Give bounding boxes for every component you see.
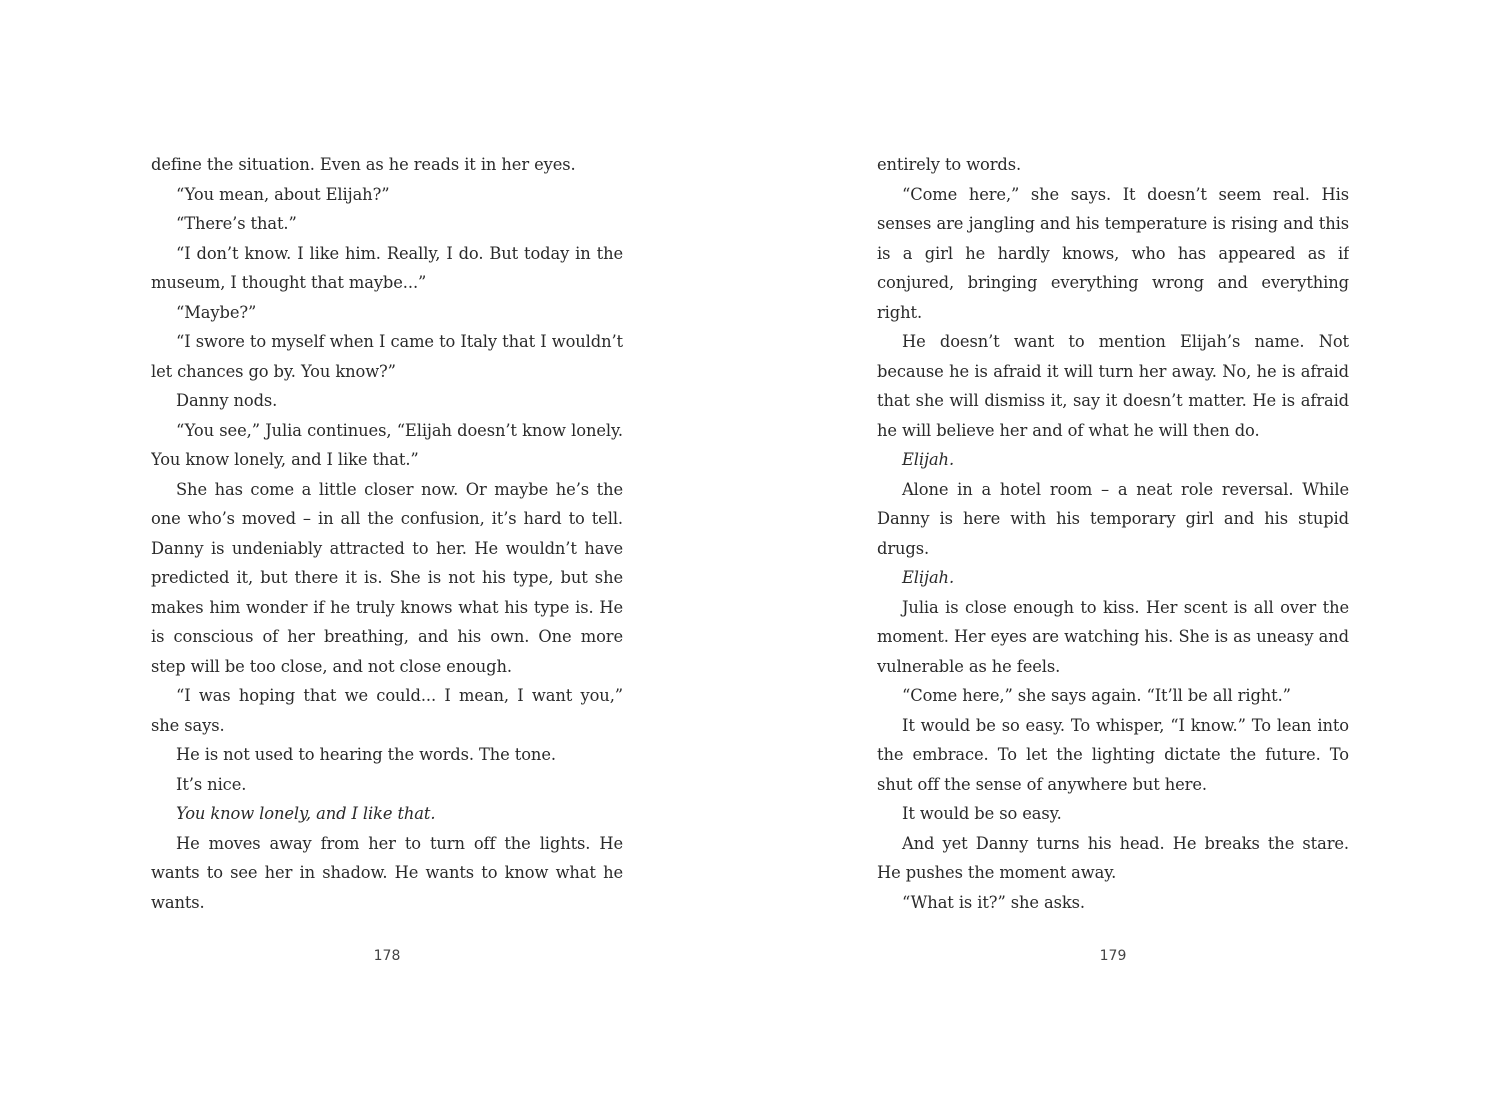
paragraph: “You see,” Julia continues, “Elijah doesn’t know lonely. You know lonely, and I like that.” bbox=[151, 420, 623, 469]
paragraph: “Maybe?” bbox=[176, 302, 257, 322]
paragraph: define the situation. Even as he reads it in her eyes. bbox=[151, 155, 576, 174]
paragraph: He doesn’t want to mention Elijah’s name. Not because he is afraid it will turn her away. No, he is afraid that she will dismiss it, say it doesn’t matter. He is afraid he will believe her and of what he will then do. bbox=[877, 332, 1349, 440]
paragraph: Julia is close enough to kiss. Her scent is all over the moment. Her eyes are watching his. She is as uneasy and vulnerable as he feels. bbox=[877, 597, 1349, 676]
paragraph bbox=[877, 917, 1349, 922]
paragraph: And yet Danny turns his head. He breaks the stare. He pushes the moment away. bbox=[877, 833, 1349, 882]
paragraph: He moves away from her to turn off the lights. He wants to see her in shadow. He wants to know what he wants. bbox=[151, 833, 623, 912]
paragraph: “Come here,” she says again. “It’ll be all right.” bbox=[902, 686, 1291, 705]
paragraph: It would be so easy. To whisper, “I know.” To lean into the embrace. To let the lighting dictate the future. To shut off the sense of anywhere but here. bbox=[877, 715, 1349, 794]
paragraph: It would be so easy. bbox=[902, 804, 1062, 823]
paragraph: She has come a little closer now. Or maybe he’s the one who’s moved – in all the confusion, it’s hard to tell. Danny is undeniably attracted to her. He wouldn’t have predicted it, but there it is. She is not his type, but she makes him wonder if he truly knows what his type is. He is conscious of her breathing, and his own. One more step will be too close, and not close enough. bbox=[151, 479, 623, 676]
italic-paragraph: Elijah. bbox=[902, 450, 955, 469]
paragraph: “I was hoping that we could... I mean, I want you,” she says. bbox=[151, 686, 623, 735]
right-page-text bbox=[877, 150, 1349, 922]
paragraph: “Come here,” she says. It doesn’t seem real. His senses are jangling and his temperature is rising and this is a girl he hardly knows, who has appeared as if conjured, bringing everything wrong and everything right. bbox=[877, 184, 1349, 322]
paragraph bbox=[151, 917, 623, 922]
paragraph: He is not used to hearing the words. The tone. bbox=[176, 745, 556, 764]
italic-paragraph: You know lonely, and I like that. bbox=[176, 804, 436, 823]
paragraph: “You mean, about Elijah?” bbox=[176, 184, 390, 204]
italic-paragraph: Elijah. bbox=[902, 568, 955, 587]
right-page-number: 179 bbox=[1099, 948, 1127, 964]
paragraph: It’s nice. bbox=[176, 774, 247, 794]
paragraph: Danny nods. bbox=[176, 391, 278, 410]
paragraph: entirely to words. bbox=[877, 155, 1022, 174]
paragraph: “There’s that.” bbox=[176, 214, 297, 233]
paragraph: “What is it?” she asks. bbox=[902, 892, 1085, 912]
left-page-text bbox=[151, 150, 623, 922]
paragraph: “I don’t know. I like him. Really, I do. But today in the museum, I thought that maybe...” bbox=[151, 243, 623, 292]
paragraph: Alone in a hotel room – a neat role reversal. While Danny is here with his temporary girl and his stupid drugs. bbox=[877, 479, 1349, 558]
left-page-number: 178 bbox=[373, 948, 401, 964]
paragraph: “I swore to myself when I came to Italy that I wouldn’t let chances go by. You know?” bbox=[151, 332, 623, 381]
